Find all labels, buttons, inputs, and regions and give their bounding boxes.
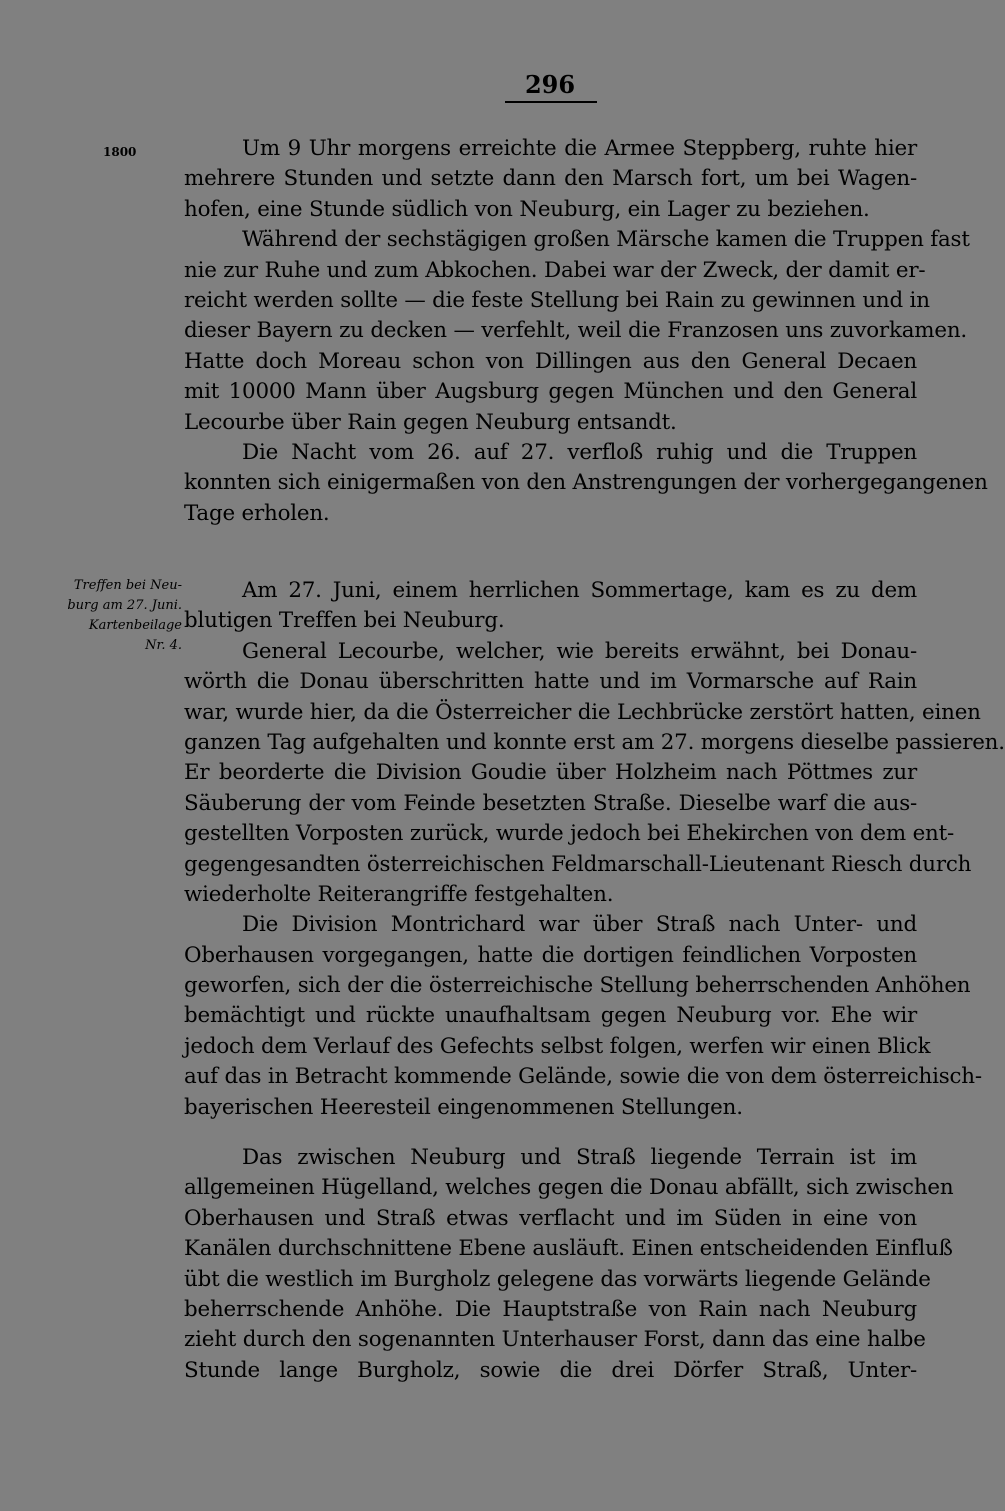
text-line: mehrere Stunden und setzte dann den Marsch fort, um bei Wagen-	[184, 166, 917, 192]
side-note-line: Treffen bei Neu-	[73, 578, 182, 593]
text-line: Hatte doch Moreau schon von Dillingen aus den General Decaen	[184, 348, 917, 374]
text-block-3	[184, 1143, 954, 1386]
text-line: Oberhausen und Straß etwas verflacht und im Süden in eine von	[184, 1205, 917, 1231]
text-line: Tage erholen.	[184, 500, 330, 526]
page-number: 296	[524, 70, 576, 99]
text-line: auf das in Betracht kommende Gelände, sowie die von dem österreichisch-	[184, 1064, 982, 1090]
text-line: beherrschende Anhöhe. Die Hauptstraße von Rain nach Neuburg	[184, 1296, 917, 1322]
text-line: mit 10000 Mann über Augsburg gegen München und den General	[184, 379, 917, 405]
text-line: jedoch dem Verlauf des Gefechts selbst folgen, werfen wir einen Blick	[184, 1033, 931, 1059]
text-line: blutigen Treffen bei Neuburg.	[184, 608, 505, 634]
text-line: General Lecourbe, welcher, wie bereits erwähnt, bei Donau-	[242, 638, 917, 664]
text-block-2	[184, 576, 1005, 1123]
side-note-line: burg am 27. Juni.	[67, 598, 182, 613]
side-note-line: Nr. 4.	[145, 638, 182, 653]
text-line: konnten sich einigermaßen von den Anstrengungen der vorhergegangenen	[184, 470, 988, 496]
text-line: Lecourbe über Rain gegen Neuburg entsandt.	[184, 409, 677, 435]
side-margin-note	[52, 576, 182, 656]
text-line: Um 9 Uhr morgens erreichte die Armee Steppberg, ruhte hier	[242, 136, 917, 161]
text-line: wiederholte Reiterangriffe festgehalten.	[184, 881, 614, 907]
text-line: dieser Bayern zu decken — verfehlt, weil die Franzosen uns zuvorkamen.	[184, 318, 967, 344]
text-line: Während der sechstägigen großen Märsche kamen die Truppen fast	[242, 227, 970, 253]
text-line: Er beorderte die Division Goudie über Holzheim nach Pöttmes zur	[184, 760, 917, 786]
text-line: Kanälen durchschnittene Ebene ausläuft. Einen entscheidenden Einfluß	[184, 1236, 953, 1262]
text-line: Stunde lange Burgholz, sowie die drei Dörfer Straß, Unter-	[184, 1357, 917, 1383]
text-line: hofen, eine Stunde südlich von Neuburg, ein Lager zu beziehen.	[184, 196, 870, 222]
text-line: Am 27. Juni, einem herrlichen Sommertage, kam es zu dem	[242, 578, 917, 603]
text-line: zieht durch den sogenannten Unterhauser Forst, dann das eine halbe	[184, 1327, 926, 1353]
page-number-rule	[505, 101, 597, 103]
text-line: war, wurde hier, da die Österreicher die Lechbrücke zerstört hatten, einen	[184, 699, 981, 725]
text-line: Das zwischen Neuburg und Straß liegende Terrain ist im	[242, 1145, 917, 1170]
text-line: Die Division Montrichard war über Straß nach Unter- und	[242, 912, 917, 938]
text-line: gegengesandten österreichischen Feldmarschall-Lieutenant Riesch durch	[184, 851, 972, 877]
text-line: bayerischen Heeresteil eingenommenen Stellungen.	[184, 1094, 743, 1120]
year-margin-note: 1800	[103, 145, 137, 159]
text-line: geworfen, sich der die österreichische Stellung beherrschenden Anhöhen	[184, 973, 971, 999]
text-line: gestellten Vorposten zurück, wurde jedoch bei Ehekirchen von dem ent-	[184, 821, 955, 847]
text-line: Oberhausen vorgegangen, hatte die dortigen feindlichen Vorposten	[184, 942, 917, 968]
text-block-1	[184, 134, 988, 529]
text-line: Säuberung der vom Feinde besetzten Straße. Dieselbe warf die aus-	[184, 790, 917, 816]
text-line: wörth die Donau überschritten hatte und im Vormarsche auf Rain	[184, 669, 917, 695]
text-line: allgemeinen Hügelland, welches gegen die Donau abfällt, sich zwischen	[184, 1175, 954, 1201]
side-note-line: Kartenbeilage	[88, 618, 182, 633]
text-line: bemächtigt und rückte unaufhaltsam gegen Neuburg vor. Ehe wir	[184, 1003, 917, 1029]
text-line: nie zur Ruhe und zum Abkochen. Dabei war der Zweck, der damit er-	[184, 257, 926, 283]
text-line: reicht werden sollte — die feste Stellung bei Rain zu gewinnen und in	[184, 287, 930, 313]
text-line: Die Nacht vom 26. auf 27. verfloß ruhig und die Truppen	[242, 439, 917, 465]
text-line: übt die westlich im Burgholz gelegene das vorwärts liegende Gelände	[184, 1266, 931, 1292]
text-line: ganzen Tag aufgehalten und konnte erst am 27. morgens dieselbe passieren.	[184, 729, 1005, 755]
